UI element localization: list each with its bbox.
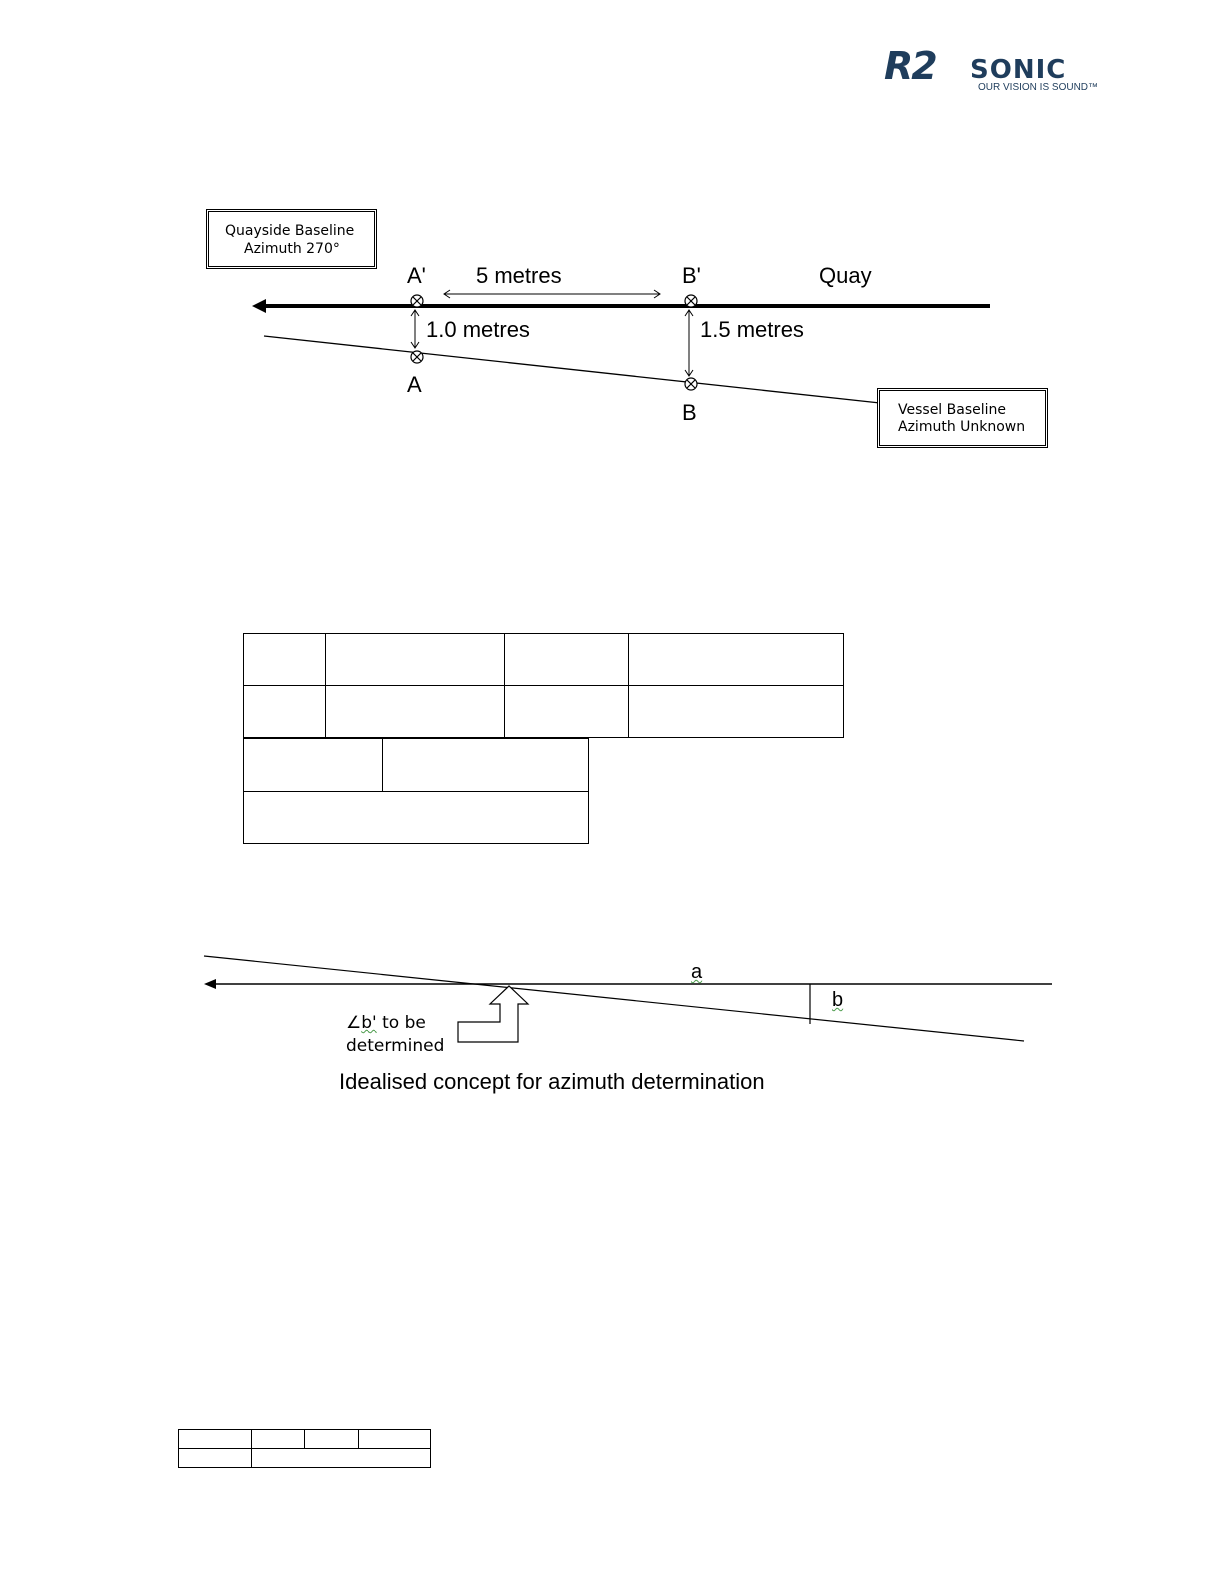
vessel-box-line2: Azimuth Unknown	[898, 419, 1026, 435]
empty-table-top	[243, 633, 844, 738]
table-cell	[505, 686, 629, 738]
label-a-text: a	[691, 961, 703, 983]
table-cell	[629, 634, 844, 686]
table-cell	[252, 1449, 431, 1468]
table-cell	[305, 1430, 359, 1449]
quay-arrowhead-2	[204, 979, 216, 989]
angle-symbol: ∠	[346, 1013, 362, 1033]
vessel-baseline-box	[877, 388, 1048, 448]
table-cell	[326, 634, 505, 686]
vessel-line	[264, 336, 880, 403]
table-cell	[252, 1430, 305, 1449]
empty-table-bottom	[178, 1429, 431, 1468]
angle-text-2: determined	[346, 1036, 445, 1056]
label-quay: Quay	[819, 263, 872, 288]
table-cell	[629, 686, 844, 738]
label-a: A	[407, 372, 422, 397]
logo-sonic-text: SONIC	[970, 55, 1067, 85]
offset-b-dimension	[685, 310, 693, 376]
label-distance: 5 metres	[476, 263, 562, 288]
table-cell	[359, 1430, 431, 1449]
label-b-text: b	[832, 989, 844, 1011]
label-offset-a: 1.0 metres	[426, 317, 530, 342]
table-cell	[244, 792, 589, 844]
angle-text-1: to be	[376, 1013, 426, 1033]
table-cell	[179, 1449, 252, 1468]
logo-tagline: OUR VISION IS SOUND™	[978, 82, 1099, 93]
table-cell	[244, 686, 326, 738]
empty-table-mid	[243, 738, 589, 844]
label-b-prime: B'	[682, 263, 701, 288]
pointer-arrow	[458, 986, 528, 1042]
label-a-small	[691, 962, 702, 982]
quayside-baseline-box	[206, 209, 377, 269]
figure-caption: Idealised concept for azimuth determination	[339, 1069, 765, 1094]
label-a-prime: A'	[407, 263, 426, 288]
point-b-marker	[685, 378, 697, 390]
vessel-line-2	[204, 956, 1024, 1041]
table-cell	[179, 1430, 252, 1449]
point-a-prime-marker	[411, 295, 423, 307]
vessel-box-line1: Vessel Baseline	[898, 402, 1007, 418]
angle-variable: b'	[361, 1013, 377, 1033]
quay-box-line1: Quayside Baseline	[225, 223, 355, 239]
table-cell	[244, 634, 326, 686]
point-a-marker	[411, 351, 423, 363]
table-cell	[326, 686, 505, 738]
point-b-prime-marker	[685, 295, 697, 307]
table-cell	[383, 739, 589, 792]
logo-r2-text: R2	[884, 44, 936, 88]
quay-arrowhead	[252, 299, 266, 313]
label-offset-b: 1.5 metres	[700, 317, 804, 342]
table-cell	[505, 634, 629, 686]
label-b-small	[832, 990, 843, 1010]
label-b: B	[682, 400, 697, 425]
table-cell	[244, 739, 383, 792]
quay-box-line2: Azimuth 270°	[244, 241, 340, 257]
offset-a-dimension	[411, 310, 419, 348]
angle-note	[346, 1012, 444, 1058]
distance-dimension	[444, 290, 660, 298]
